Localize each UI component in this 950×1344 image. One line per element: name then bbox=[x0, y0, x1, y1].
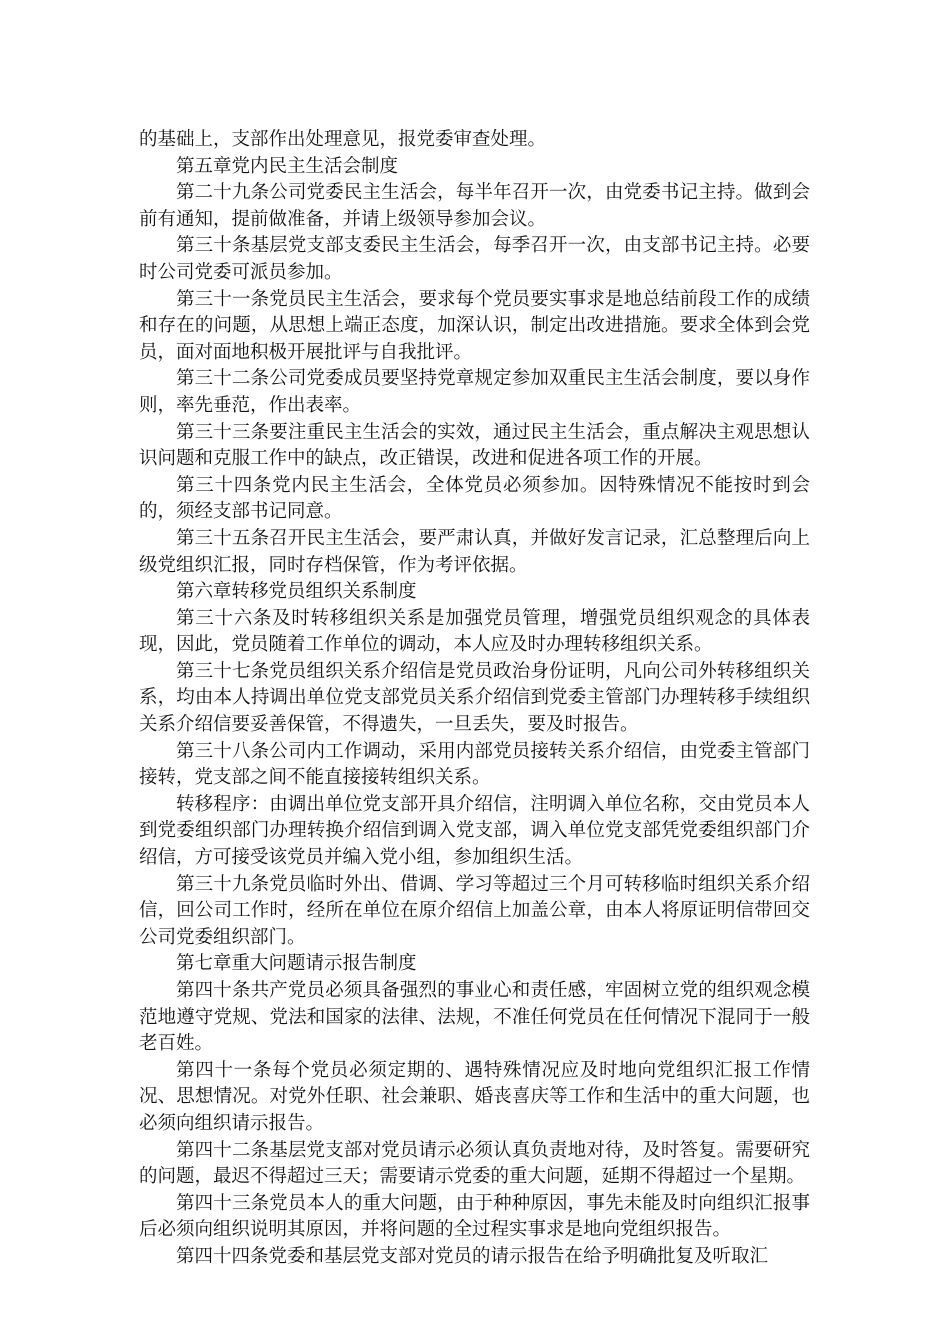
paragraph: 第五章党内民主生活会制度 bbox=[176, 155, 399, 177]
paragraph: 第四十三条党员本人的重大问题，由于种种原因，事先未能及时向组织汇报事后必须向组织说明其原因，并将问题的全过程实事求是地向党组织报告。 bbox=[139, 1192, 810, 1241]
paragraph: 第四十四条党委和基层党支部对党员的请示报告在给予明确批复及听取汇 bbox=[176, 1245, 769, 1267]
paragraph: 第三十一条党员民主生活会，要求每个党员要实事求是地总结前段工作的成绩和存在的问题，从思想上端正态度，加深认识，制定出改进措施。要求全体到会党员，面对面地积极开展批评与自我批评。 bbox=[139, 288, 810, 363]
paragraph: 转移程序：由调出单位党支部开具介绍信，注明调入单位名称，交由党员本人到党委组织部门办理转换介绍信到调入党支部，调入单位党支部凭党委组织部门介绍信，方可接受该党员并编入党小组，参加组织生活。 bbox=[139, 793, 810, 869]
paragraph: 第三十三条要注重民主生活会的实效，通过民主生活会，重点解决主观思想认识问题和克服工作中的缺点，改正错误，改进和促进各项工作的开展。 bbox=[139, 421, 810, 470]
paragraph: 第三十七条党员组织关系介绍信是党员政治身份证明，凡向公司外转移组织关系，均由本人持调出单位党支部党员关系介绍信到党委主管部门办理转移手续组织关系介绍信要妥善保管，不得遗失，一旦丢失，要及时报告。 bbox=[139, 660, 810, 736]
paragraph: 第三十八条公司内工作调动，采用内部党员接转关系介绍信，由党委主管部门接转，党支部之间不能直接接转组织关系。 bbox=[139, 740, 810, 789]
paragraph: 第六章转移党员组织关系制度 bbox=[176, 581, 417, 603]
paragraph: 第四十条共产党员必须具备强烈的事业心和责任感，牢固树立党的组织观念模范地遵守党规、党法和国家的法律、法规，不准任何党员在任何情况下混同于一般老百姓。 bbox=[139, 980, 810, 1055]
paragraph: 的基础上，支部作出处理意见，报党委审查处理。 bbox=[139, 129, 547, 150]
paragraph: 第三十六条及时转移组织关系是加强党员管理，增强党员组织观念的具体表现，因此，党员随着工作单位的调动，本人应及时办理转移组织关系。 bbox=[139, 607, 810, 656]
paragraph: 第三十九条党员临时外出、借调、学习等超过三个月可转移临时组织关系介绍信，回公司工作时，经所在单位在原介绍信上加盖公章，由本人将原证明信带回交公司党委组织部门。 bbox=[139, 873, 810, 948]
paragraph: 第二十九条公司党委民主生活会，每半年召开一次，由党委书记主持。做到会前有通知，提前做准备，并请上级领导参加会议。 bbox=[139, 182, 810, 230]
paragraph: 第三十二条公司党委成员要坚持党章规定参加双重民主生活会制度，要以身作则，率先垂范，作出表率。 bbox=[139, 368, 810, 416]
paragraph: 第三十五条召开民主生活会，要严肃认真，并做好发言记录，汇总整理后向上级党组织汇报，同时存档保管，作为考评依据。 bbox=[139, 527, 810, 576]
paragraph: 第三十条基层党支部支委民主生活会，每季召开一次，由支部书记主持。必要时公司党委可派员参加。 bbox=[139, 235, 810, 283]
document-body bbox=[139, 127, 810, 1271]
paragraph: 第三十四条党内民主生活会，全体党员必须参加。因特殊情况不能按时到会的，须经支部书记同意。 bbox=[139, 474, 810, 523]
paragraph: 第四十一条每个党员必须定期的、遇特殊情况应及时地向党组织汇报工作情况、思想情况。对党外任职、社会兼职、婚丧喜庆等工作和生活中的重大问题，也必须向组织请示报告。 bbox=[139, 1059, 810, 1134]
paragraph: 第四十二条基层党支部对党员请示必须认真负责地对待，及时答复。需要研究的问题，最迟不得超过三天；需要请示党委的重大问题，延期不得超过一个星期。 bbox=[139, 1139, 810, 1188]
paragraph: 第七章重大问题请示报告制度 bbox=[176, 953, 417, 975]
